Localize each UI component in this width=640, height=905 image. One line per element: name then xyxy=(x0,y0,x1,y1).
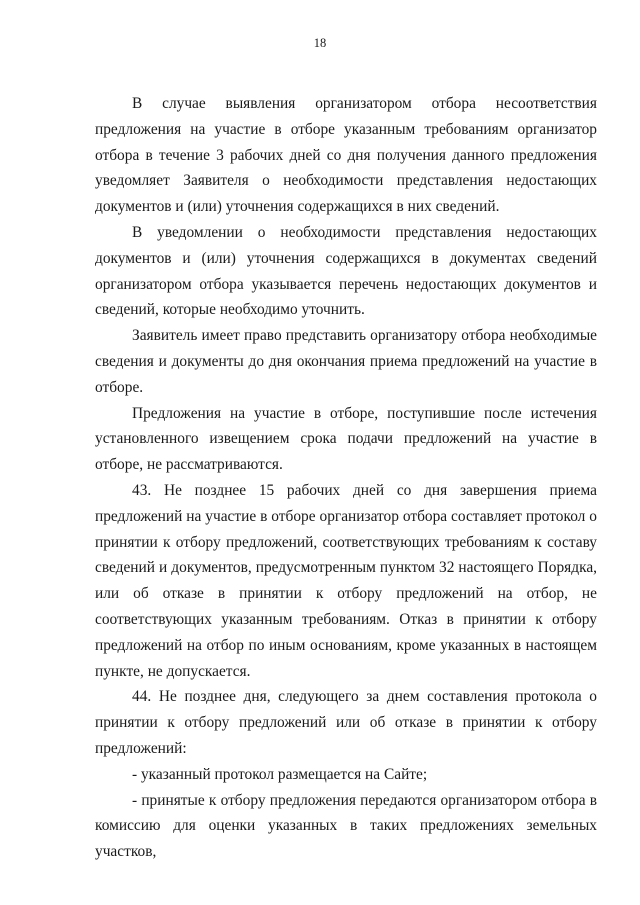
paragraph: 43. Не позднее 15 рабочих дней со дня завершения приема предложений на участие в отборе организатор отбора составляет протокол о принятии к отбору предложений, соответствующих требованиям к составу сведений и документов, предусмотренным пунктом 32 настоящего Порядка, или об отказе в принятии к отбору предложений на отбор, не соответствующих указанным требованиям. Отказ в принятии к отбору предложений на отбор по иным основаниям, кроме указанных в настоящем пункте, не допускается. xyxy=(95,481,597,680)
list-item: - принятые к отбору предложения передаются организатором отбора в комиссию для оценки указанных в таких предложениях земельных участков, xyxy=(95,791,597,861)
list-item: - указанный протокол размещается на Сайте; xyxy=(132,765,428,783)
paragraph: Заявитель имеет право представить организатору отбора необходимые сведения и документы до дня окончания приема предложений на участие в отборе. xyxy=(95,327,597,396)
paragraph: Предложения на участие в отборе, поступившие после истечения установленного извещением срока подачи предложений на участие в отборе, не рассматриваются. xyxy=(95,404,597,474)
page-number: 18 xyxy=(313,36,327,50)
paragraph: 44. Не позднее дня, следующего за днем составления протокола о принятии к отбору предложений или об отказе в принятии к отбору предложений: xyxy=(95,688,597,757)
paragraph: В случае выявления организатором отбора несоответствия предложения на участие в отборе указанным требованиям организатор отбора в течение 3 рабочих дней со дня получения данного предложения уведомляет Заявителя о необходимости представления недостающих документов и (или) уточнения содержащихся в них сведений. xyxy=(95,95,597,216)
paragraph: В уведомлении о необходимости представления недостающих документов и (или) уточнения содержащихся в документах сведений организатором отбора указывается перечень недостающих документов и сведений, которые необходимо уточнить. xyxy=(95,223,597,319)
body-text xyxy=(95,91,597,865)
